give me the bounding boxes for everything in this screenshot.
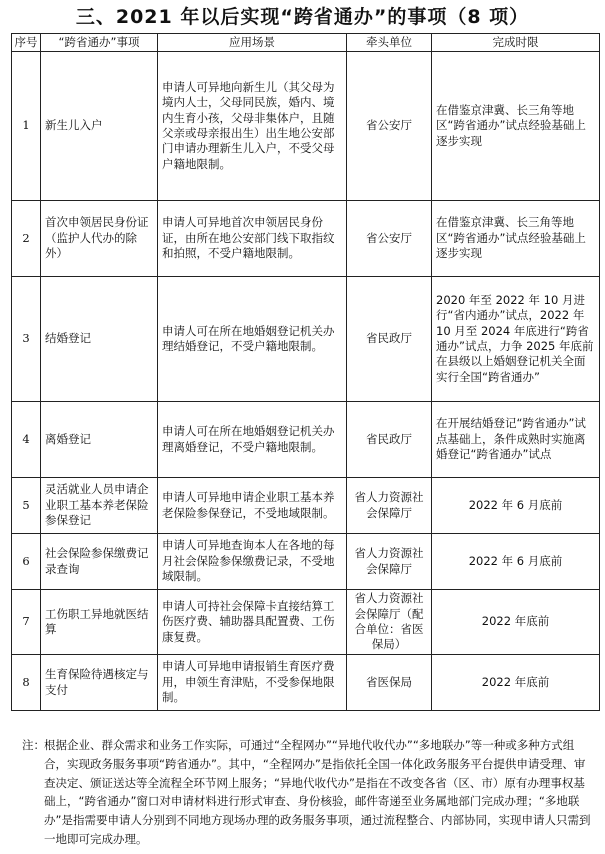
row-scene: 申请人可异地向新生儿（其父母为境内人士，父母同民族，婚内、境内生育小孩，父母非集体户，且随父亲或母亲报出生）出生地公安部门申请办理新生儿入户，不受父母户籍地限制。	[158, 52, 347, 201]
header-num: 序号	[12, 34, 41, 52]
table-row	[12, 277, 600, 402]
row-deadline: 在借鉴京津冀、长三角等地区“跨省通办”试点经验基础上逐步实现	[432, 201, 600, 277]
row-scene: 申请人可异地申请报销生育医疗费用，申领生育津贴，不受参保地限制。	[158, 655, 347, 711]
row-deadline: 2022 年底前	[432, 655, 600, 711]
table-row	[12, 534, 600, 590]
row-item: 离婚登记	[41, 402, 158, 478]
row-num: 2	[12, 201, 41, 277]
row-unit: 省公安厅	[347, 52, 432, 201]
row-scene: 申请人可异地申请企业职工基本养老保险参保登记，不受地域限制。	[158, 478, 347, 534]
row-num: 5	[12, 478, 41, 534]
row-unit: 省公安厅	[347, 201, 432, 277]
row-unit: 省人力资源社会保障厅	[347, 478, 432, 534]
row-num: 7	[12, 590, 41, 655]
row-num: 4	[12, 402, 41, 478]
row-item: 新生儿入户	[41, 52, 158, 201]
row-num: 3	[12, 277, 41, 402]
row-item: 工伤职工异地就医结算	[41, 590, 158, 655]
row-item: 结婚登记	[41, 277, 158, 402]
row-unit: 省医保局	[347, 655, 432, 711]
row-deadline: 2022 年 6 月底前	[432, 478, 600, 534]
row-deadline: 2022 年 6 月底前	[432, 534, 600, 590]
row-deadline: 在开展结婚登记“跨省通办”试点基础上，条件成熟时实施离婚登记“跨省通办”试点	[432, 402, 600, 478]
row-deadline: 在借鉴京津冀、长三角等地区“跨省通办”试点经验基础上逐步实现	[432, 52, 600, 201]
row-deadline: 2020 年至 2022 年 10 月进行“省内通办”试点，2022 年 10 月至 2024 年底进行“跨省通办”试点，力争 2025 年底前在县级以上婚姻登记机关全面实行全国“跨省通办”	[432, 277, 600, 402]
page-title: 三、2021 年以后实现“跨省通办”的事项（8 项）	[75, 6, 530, 28]
row-scene: 申请人可在所在地婚姻登记机关办理离婚登记，不受户籍地限制。	[158, 402, 347, 478]
row-deadline: 2022 年底前	[432, 590, 600, 655]
table-row	[12, 52, 600, 201]
table-row	[12, 402, 600, 478]
table-row	[12, 201, 600, 277]
row-num: 8	[12, 655, 41, 711]
header-deadline: 完成时限	[432, 34, 600, 52]
row-item: 社会保险参保缴费记录查询	[41, 534, 158, 590]
table-row	[12, 655, 600, 711]
row-scene: 申请人可在所在地婚姻登记机关办理结婚登记，不受户籍地限制。	[158, 277, 347, 402]
row-num: 6	[12, 534, 41, 590]
row-unit: 省民政厅	[347, 402, 432, 478]
table-row	[12, 590, 600, 655]
items-table	[11, 33, 600, 711]
row-scene: 申请人可持社会保障卡直接结算工伤医疗费、辅助器具配置费、工伤康复费。	[158, 590, 347, 655]
row-unit: 省人力资源社会保障厅（配合单位：省医保局）	[347, 590, 432, 655]
note-label: 注：	[22, 738, 45, 752]
header-item: “跨省通办”事项	[41, 34, 158, 52]
header-unit: 牵头单位	[347, 34, 432, 52]
row-item: 生育保险待遇核定与支付	[41, 655, 158, 711]
row-unit: 省民政厅	[347, 277, 432, 402]
row-scene: 申请人可异地查询本人在各地的每月社会保险参保缴费记录，不受地域限制。	[158, 534, 347, 590]
table-header-row	[12, 34, 600, 52]
row-num: 1	[12, 52, 41, 201]
row-unit: 省人力资源社会保障厅	[347, 534, 432, 590]
row-item: 灵活就业人员申请企业职工基本养老保险参保登记	[41, 478, 158, 534]
row-scene: 申请人可异地首次申领居民身份证，由所在地公安部门线下取指纹和拍照，不受户籍地限制。	[158, 201, 347, 277]
table-row	[12, 478, 600, 534]
row-item: 首次申领居民身份证（监护人代办的除外）	[41, 201, 158, 277]
header-scene: 应用场景	[158, 34, 347, 52]
note-text: 根据企业、群众需求和业务工作实际，可通过“全程网办”“异地代收代办”“多地联办”等一种或多种方式组合，实现政务服务事项“跨省通办”。其中，“全程网办”是指依托全国一体化政务服务平台提供申请受理、审查决定、颁证送达等全流程全环节网上服务；“异地代收代办”是指在不改变各省（区、市）原有办理事权基础上，“跨省通办”窗口对申请材料进行形式审查、身份核验，邮件寄递至业务属地部门完成办理；“多地联办”是指需要申请人分别到不同地方现场办理的政务服务事项，通过流程整合、内部协同，实现申请人只需到一地即可完成办理。	[44, 738, 591, 846]
